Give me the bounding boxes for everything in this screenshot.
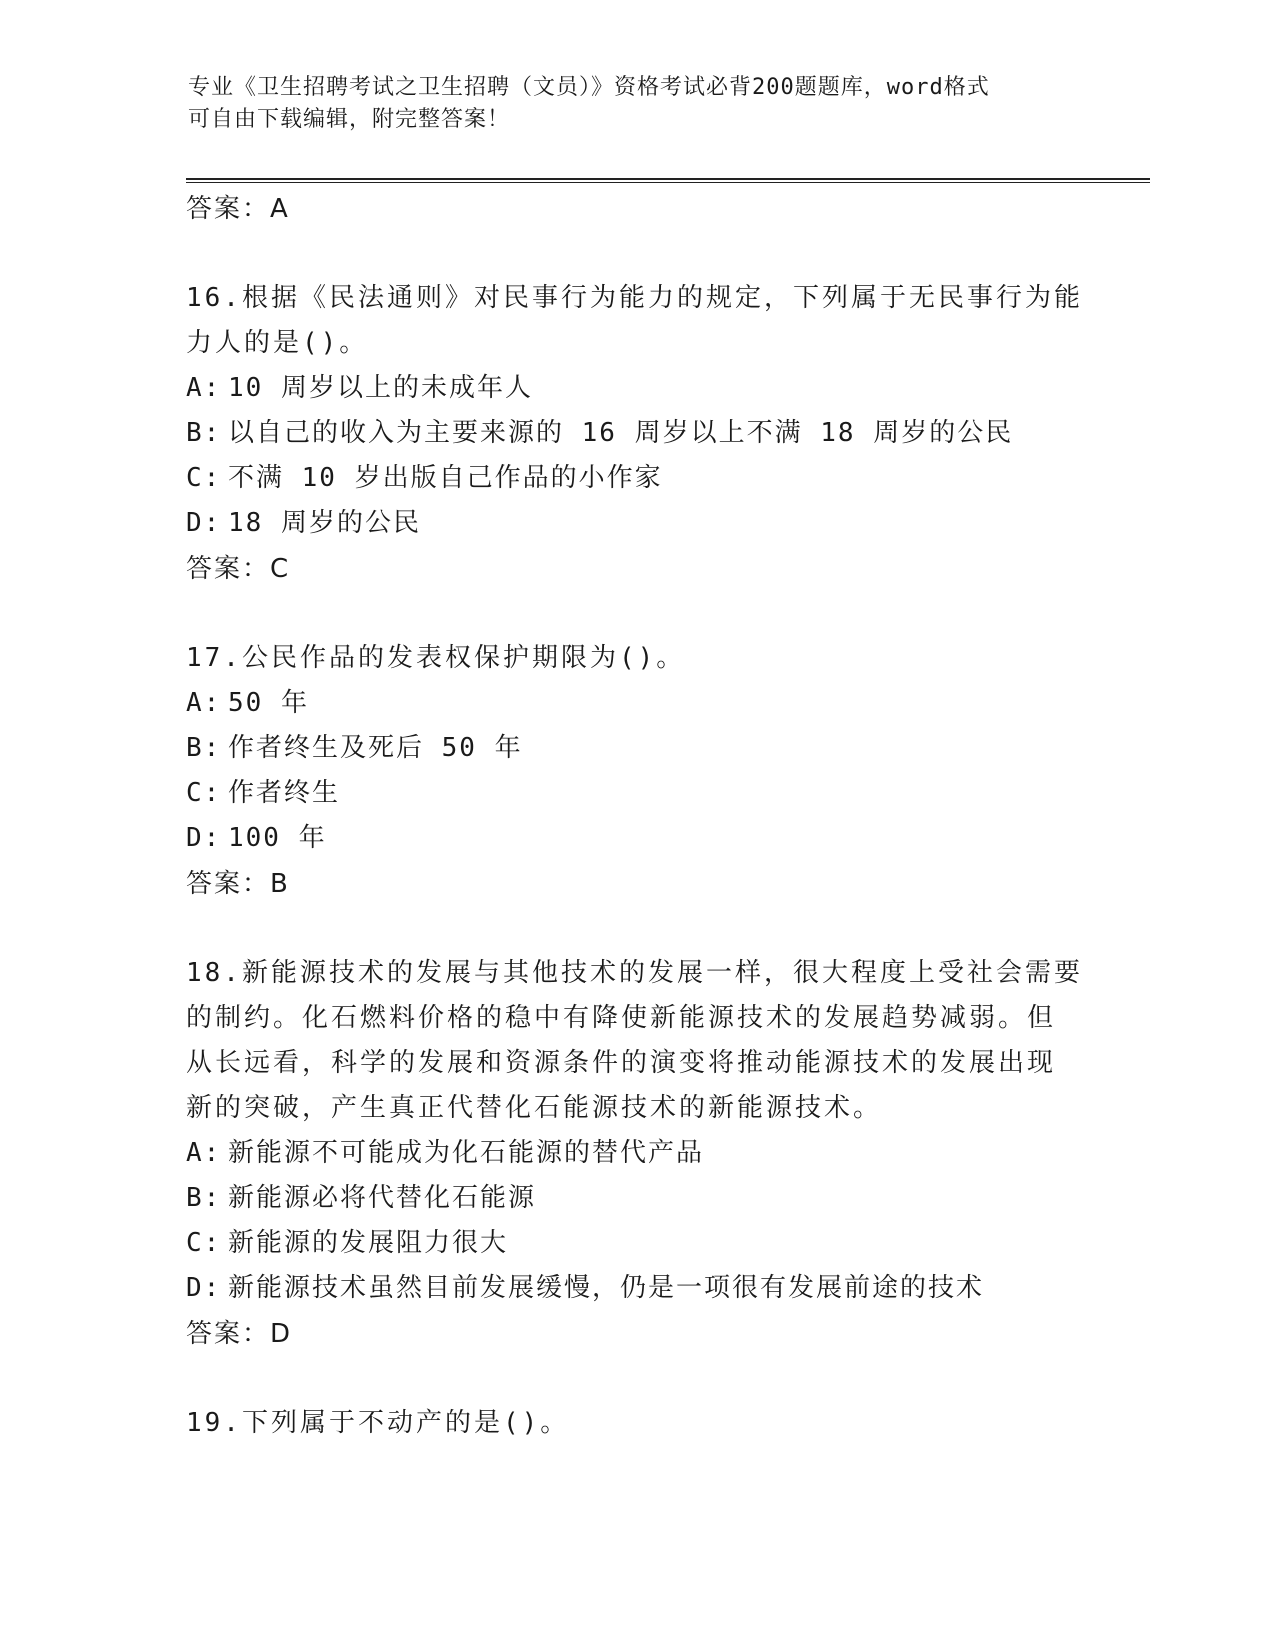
option-key: D: (186, 508, 222, 538)
option-a (186, 1131, 1086, 1176)
option-key: C: (186, 1228, 222, 1258)
header-divider (186, 178, 1150, 183)
question-19 (186, 1401, 1086, 1446)
option-d (186, 816, 1086, 861)
option-key: B: (186, 418, 222, 448)
header-line-2: 可自由下载编辑，附完整答案！ (188, 107, 511, 132)
option-text: 作者终生 (228, 778, 341, 808)
option-c (186, 456, 1086, 501)
option-key: A: (186, 373, 222, 403)
option-text: 新能源的发展阻力很大 (228, 1228, 509, 1258)
question-17 (186, 636, 1086, 907)
question-stem (186, 1401, 1086, 1446)
option-text: 以自己的收入为主要来源的 16 周岁以上不满 18 周岁的公民 (228, 418, 1014, 448)
stem-line: 18.新能源技术的发展与其他技术的发展一样，很大程度上受社会需要 (186, 958, 1083, 988)
option-d (186, 1266, 1086, 1311)
option-text: 作者终生及死后 50 年 (228, 733, 523, 763)
option-text: 100 年 (228, 823, 327, 853)
stem-line: 力人的是()。 (186, 328, 369, 358)
option-c (186, 771, 1086, 816)
option-b (186, 1176, 1086, 1221)
option-text: 新能源技术虽然目前发展缓慢，仍是一项很有发展前途的技术 (228, 1273, 985, 1303)
option-key: C: (186, 778, 222, 808)
option-text: 18 周岁的公民 (228, 508, 421, 538)
option-b (186, 411, 1086, 456)
header-line-1: 专业《卫生招聘考试之卫生招聘（文员）》资格考试必背200题题库，word格式 (188, 75, 990, 100)
question-stem (186, 636, 1086, 681)
option-key: B: (186, 733, 222, 763)
stem-line: 16.根据《民法通则》对民事行为能力的规定，下列属于无民事行为能 (186, 283, 1083, 313)
option-text: 10 周岁以上的未成年人 (228, 373, 533, 403)
option-key: D: (186, 1273, 222, 1303)
stem-line: 17.公民作品的发表权保护期限为()。 (186, 643, 686, 673)
option-b (186, 726, 1086, 771)
answer-line: 答案：B (186, 869, 290, 899)
question-16 (186, 276, 1086, 592)
option-key: A: (186, 688, 222, 718)
option-text: 50 年 (228, 688, 309, 718)
option-key: B: (186, 1183, 222, 1213)
document-header (188, 72, 1068, 136)
question-list (186, 186, 1086, 1446)
option-text: 不满 10 岁出版自己作品的小作家 (228, 463, 663, 493)
answer-line: 答案：C (186, 554, 291, 584)
question-18 (186, 951, 1086, 1357)
option-d (186, 501, 1086, 546)
option-key: A: (186, 1138, 222, 1168)
stem-line: 19.下列属于不动产的是()。 (186, 1408, 570, 1438)
question-stem (186, 276, 1086, 366)
option-key: C: (186, 463, 222, 493)
option-text: 新能源不可能成为化石能源的替代产品 (228, 1138, 705, 1168)
stem-line: 从长远看，科学的发展和资源条件的演变将推动能源技术的发展出现 (186, 1048, 1057, 1078)
question-stem (186, 951, 1086, 1131)
option-key: D: (186, 823, 222, 853)
option-a (186, 366, 1086, 411)
option-a (186, 681, 1086, 726)
option-text: 新能源必将代替化石能源 (228, 1183, 537, 1213)
stem-line: 新的突破，产生真正代替化石能源技术的新能源技术。 (186, 1093, 883, 1123)
answer-line: 答案：A (186, 194, 290, 224)
answer-line: 答案：D (186, 1319, 293, 1349)
stem-line: 的制约。化石燃料价格的稳中有降使新能源技术的发展趋势减弱。但 (186, 1003, 1057, 1033)
option-c (186, 1221, 1086, 1266)
